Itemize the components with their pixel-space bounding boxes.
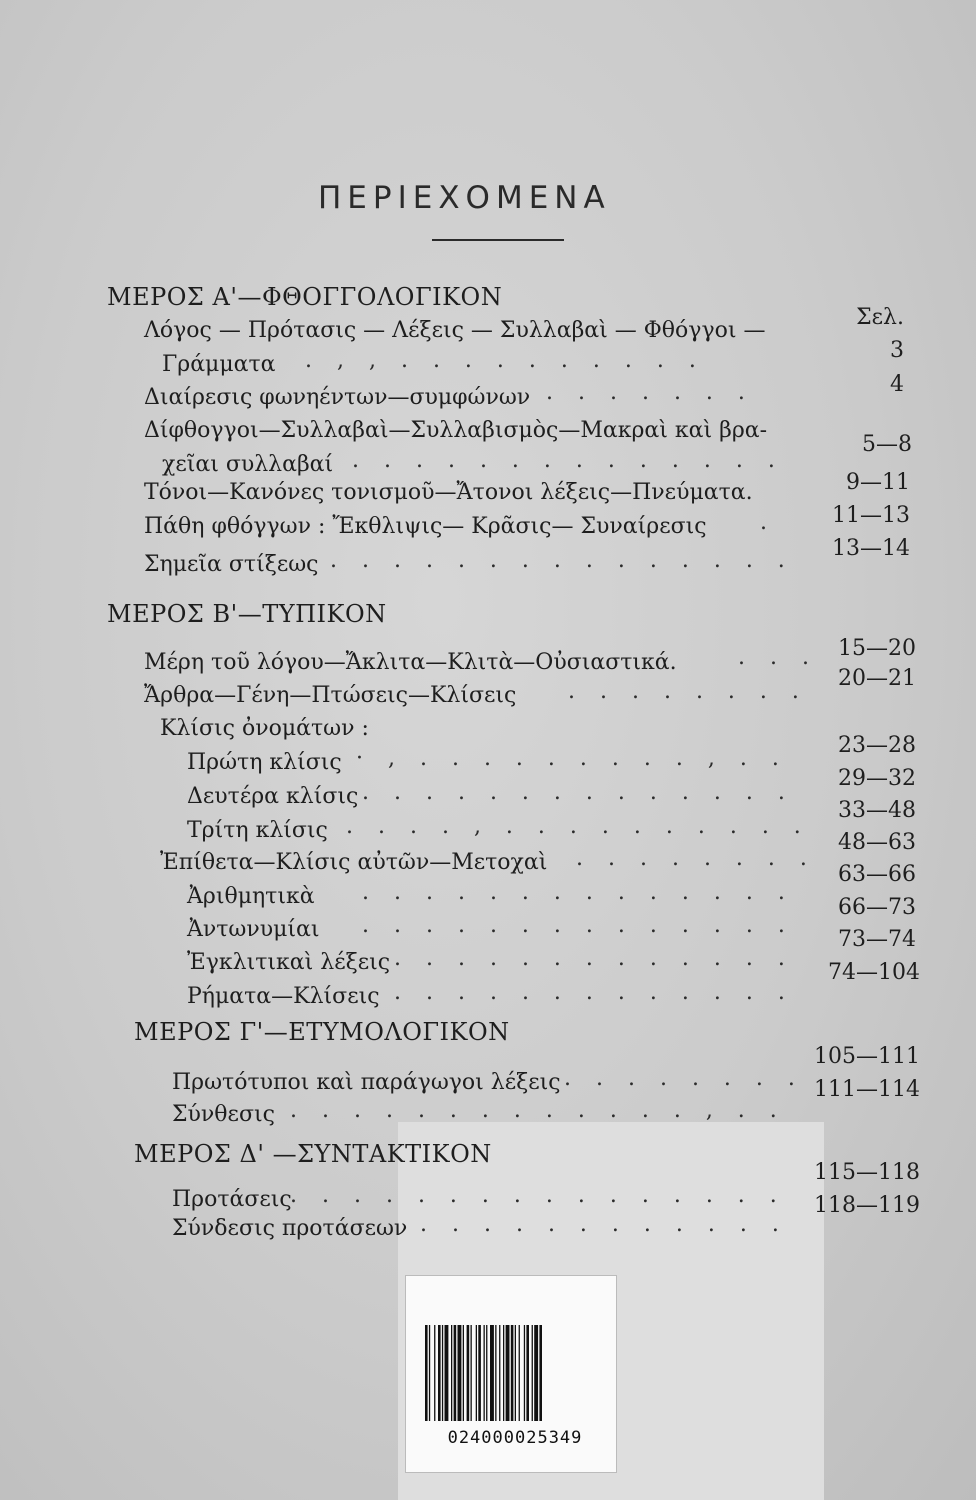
part-b-heading: ΜΕΡΟΣ Β'—ΤΥΠΙΚΟΝ [107, 600, 387, 628]
leader-dots: . . . . . . . . . . . . . . [352, 448, 784, 473]
leader-dots: . [760, 510, 776, 535]
leader-dots: . . . . . . . . . . . . [420, 1212, 788, 1237]
toc-page-arthra: 20—21 [838, 666, 916, 691]
toc-entry-arithmitika: Ἀριθμητικὰ [187, 884, 315, 909]
toc-page-protaseis: 115—118 [814, 1160, 920, 1185]
leader-dots: . . . . . . . [546, 380, 754, 405]
leader-dots: . . . . . . . . [564, 1066, 804, 1091]
toc-page-difthongoi: 5—8 [862, 432, 912, 457]
toc-entry-logos-cont: Γράμματα [162, 352, 276, 377]
leader-dots: . . . . . . . . [576, 846, 816, 871]
barcode-bar [532, 1325, 533, 1421]
title-underline [432, 239, 564, 241]
toc-page-rimata: 74—104 [828, 960, 920, 985]
toc-entry-difthongoi: Δίφθογγοι—Συλλαβαὶ—Συλλαβισμὸς—Μακραὶ καὶ βρα- [144, 418, 768, 443]
barcode-bar [534, 1325, 538, 1421]
toc-entry-egklitikai: Ἐγκλιτικαὶ λέξεις [187, 950, 391, 975]
part-d-heading: ΜΕΡΟΣ Δ' —ΣΥΝΤΑΚΤΙΚΟΝ [134, 1140, 492, 1168]
leader-dots: . . . . . . . . [568, 679, 808, 704]
leader-dots: . . . . . . . . . . . . . . [362, 780, 794, 805]
part-a-heading: ΜΕΡΟΣ Α'—ΦΘΟΓΓΟΛΟΓΙΚΟΝ [107, 283, 503, 311]
barcode-bar [503, 1325, 504, 1421]
barcode-bar [467, 1325, 470, 1421]
toc-page-triti: 33—48 [838, 798, 916, 823]
barcode-bar [445, 1325, 449, 1421]
toc-entry-klisis: Κλίσις ὀνομάτων : [160, 716, 369, 741]
toc-entry-simeia: Σημεῖα στίξεως [144, 552, 319, 577]
page-title: ΠΕΡΙΕΧΟΜΕΝΑ [318, 180, 611, 216]
toc-page-syndesis: 118—119 [814, 1193, 920, 1218]
barcode-bar [495, 1325, 496, 1421]
barcode-bar [511, 1325, 514, 1421]
toc-entry-arthra: Ἄρθρα—Γένη—Πτώσεις—Κλίσεις [144, 683, 517, 708]
toc-page-defteri: 29—32 [838, 766, 916, 791]
leader-dots: . , , . . . . . . . . . . [305, 348, 705, 373]
toc-page-diairesis: 4 [890, 372, 904, 397]
barcode-bar [429, 1325, 430, 1421]
barcode-bar [442, 1325, 443, 1421]
barcode-bar [519, 1325, 520, 1421]
barcode-bar [454, 1325, 457, 1421]
barcode-bar [490, 1325, 494, 1421]
barcode-bar [478, 1325, 481, 1421]
barcode-number: 024000025349 [447, 1428, 583, 1448]
leader-dots: . . . . . . . . . . . . . . [362, 913, 794, 938]
toc-page-egklitikai: 73—74 [838, 927, 916, 952]
toc-entry-meri: Μέρη τοῦ λόγου—Ἄκλιτα—Κλιτὰ—Οὐσιαστικά. [144, 650, 677, 675]
toc-entry-synthesis: Σύνθεσις [172, 1102, 275, 1127]
barcode-icon [425, 1325, 605, 1423]
barcode-bar [486, 1325, 487, 1421]
barcode-bar [506, 1325, 510, 1421]
toc-entry-rimata: Ρήματα—Κλίσεις [187, 984, 380, 1009]
barcode-bar [434, 1325, 435, 1421]
toc-page-logos: 3 [890, 338, 904, 363]
leader-dots: . . . . , . . . . . . . . . . [346, 814, 810, 839]
barcode-bar [476, 1325, 477, 1421]
page-column-label: Σελ. [856, 305, 904, 330]
toc-page-prototypoi: 105—111 [814, 1044, 920, 1069]
barcode-bar [539, 1325, 542, 1421]
barcode-bar [524, 1325, 525, 1421]
toc-page-epitheta: 48—63 [838, 830, 916, 855]
leader-dots: . . . . . . . . . . . . . [394, 946, 794, 971]
barcode-bar [526, 1325, 529, 1421]
barcode-bar [484, 1325, 485, 1421]
toc-entry-logos: Λόγος — Πρότασις — Λέξεις — Συλλαβαὶ — Φθόγγοι — [144, 318, 766, 343]
leader-dots: · , . . . . . . . . . , . . [356, 746, 788, 771]
barcode-bar [499, 1325, 500, 1421]
barcode-bar [463, 1325, 464, 1421]
toc-page-proti: 23—28 [838, 733, 916, 758]
toc-entry-difthongoi-cont: χεῖαι συλλαβαί [162, 452, 334, 477]
toc-entry-antonymiai: Ἀντωνυμίαι [187, 917, 320, 942]
leader-dots: . . . . . . . . . . . . . [394, 980, 794, 1005]
toc-entry-diairesis: Διαίρεσις φωνηέντων—συμφώνων [144, 385, 531, 410]
leader-dots: . . . . . . . . . . . . . , . . [290, 1098, 786, 1123]
toc-entry-proti: Πρώτη κλίσις [187, 750, 342, 775]
leader-dots: . . . . . . . . . . . . . . [362, 880, 794, 905]
toc-page-tonoi: 9—11 [846, 470, 910, 495]
toc-page-antonymiai: 66—73 [838, 895, 916, 920]
barcode-bar [451, 1325, 452, 1421]
toc-entry-protaseis: Προτάσεις [172, 1187, 292, 1212]
toc-entry-epitheta: Ἐπίθετα—Κλίσις αὐτῶν—Μετοχαὶ [160, 850, 548, 875]
toc-entry-pathi: Πάθη φθόγγων : Ἔκθλιψις— Κρᾶσις— Συναίρεσις [144, 514, 707, 539]
toc-page-synthesis: 111—114 [814, 1077, 920, 1102]
toc-page-simeia: 13—14 [832, 536, 910, 561]
toc-entry-triti: Τρίτη κλίσις [187, 818, 328, 843]
toc-entry-defteri: Δευτέρα κλίσις [187, 784, 359, 809]
toc-page-arithmitika: 63—66 [838, 862, 916, 887]
leader-dots: . . . . . . . . . . . . . . . [330, 548, 794, 573]
toc-page-meri: 15—20 [838, 636, 916, 661]
toc-entry-prototypoi: Πρωτότυποι καὶ παράγωγοι λέξεις [172, 1070, 561, 1095]
barcode-bar [425, 1325, 428, 1421]
barcode-bar [458, 1325, 462, 1421]
barcode-bar [471, 1325, 472, 1421]
toc-entry-syndesis: Σύνδεσις προτάσεων [172, 1216, 408, 1241]
part-c-heading: ΜΕΡΟΣ Γ'—ΕΤΥΜΟΛΟΓΙΚΟΝ [134, 1018, 510, 1046]
leader-dots: . . . . . . . . . . . . . . . . [290, 1183, 786, 1208]
barcode-bar [438, 1325, 441, 1421]
toc-entry-tonoi: Τόνοι—Κανόνες τονισμοῦ—Ἄτονοι λέξεις—Πνεύματα. [144, 480, 753, 505]
leader-dots: . . . [738, 645, 818, 670]
barcode-bar [515, 1325, 516, 1421]
toc-page-pathi: 11—13 [832, 503, 910, 528]
